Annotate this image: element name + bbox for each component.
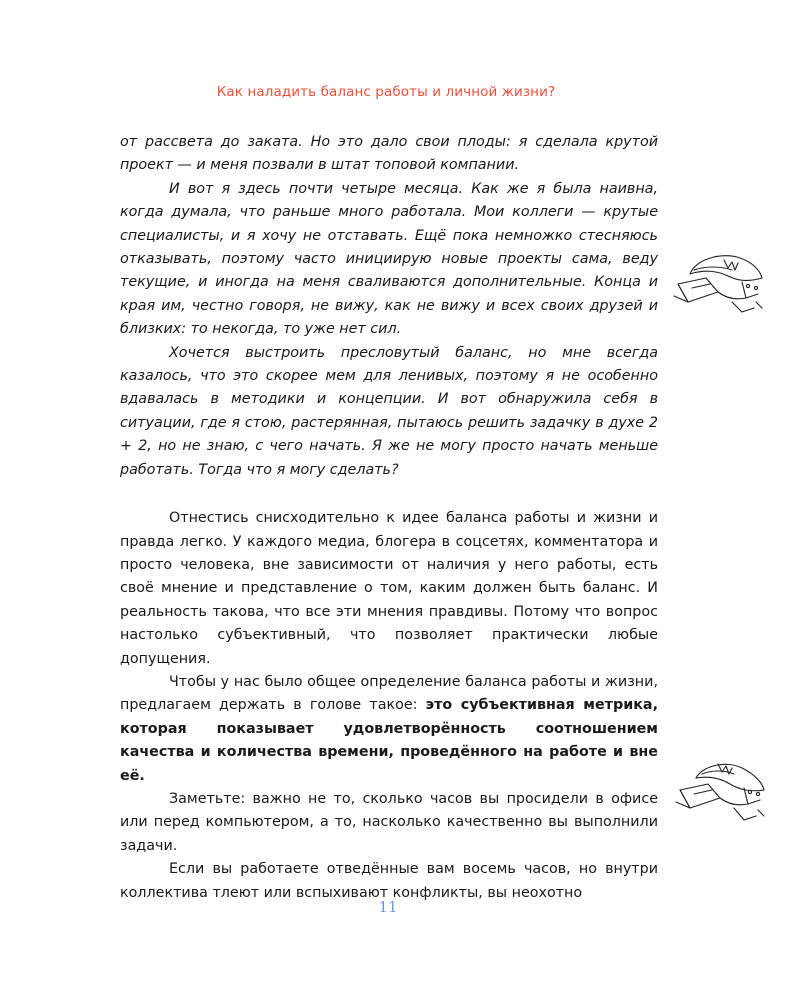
letter-paragraph-1: от рассвета до заката. Но это дало свои плоды: я сделала крутой проект — и меня позвали в штат топовой компании. [120,134,658,174]
letter-paragraph-3: Хочется выстроить пресловутый баланс, но мне всегда казалось, что это скорее мем для ленивых, поэтому я не особенно вдавалась в методики и концепции. И вот обнаружила себя в ситуации, где я стою, растерянная, пытаюсь решить задачку в духе 2 + 2, но не знаю, с чего начать. Я же не могу просто начать меньше работать. Тогда что я могу сделать? [120,344,658,478]
body-paragraph-3: Заметьте: важно не то, сколько часов вы просидели в офисе или перед компьютером, а то, насколько качественно вы выполнили задачи. [120,790,658,854]
doodle-hat-icon [672,758,772,830]
letter-paragraph-2: И вот я здесь почти четыре месяца. Как же я была наивна, когда думала, что раньше много работала. Мои коллеги — крутые специалисты, и я хочу не отставать. Ещё пока немножко стесняюсь отказывать, поэтому часто инициирую новые проекты сама, веду текущие, и иногда на меня сваливаются дополнительные. Конца и края им, честно говоря, не вижу, как не вижу и всех своих друзей и близких: то некогда, то уже нет сил. [120,180,658,338]
body-paragraph-2-text: Чтобы у нас было общее определение баланса работы и жизни, предлагаем держать в голове такое: [120,673,658,714]
body-paragraph-2 [120,671,658,788]
body-paragraph-4: Если вы работаете отведённые вам восемь часов, но внутри коллектива тлеют или вспыхивают конфликты, вы неохотно [120,861,658,901]
text-column [120,131,658,905]
definition-bold: это субъективная метрика, которая показывает удовлетворённость соотношением качества и количества времени, проведённого на работе и вне её. [120,697,659,784]
body-paragraph-1: Отнестись снисходительно к идее баланса работы и жизни и правда легко. У каждого медиа, блогера в соцсетях, комментатора и просто человека, вне зависимости от наличия у него работы, есть своё мнение и представление о том, каким должен быть баланс. И реальность такова, что все эти мнения правдивы. Потому что вопрос настолько субъективный, что позволяет практически любые допущения. [120,510,658,667]
quoted-letter [120,131,658,482]
page-number: 11 [378,898,398,916]
running-head: Как наладить баланс работы и личной жизни? [216,84,556,100]
doodle-hat-icon [672,248,772,320]
main-text [120,507,658,905]
